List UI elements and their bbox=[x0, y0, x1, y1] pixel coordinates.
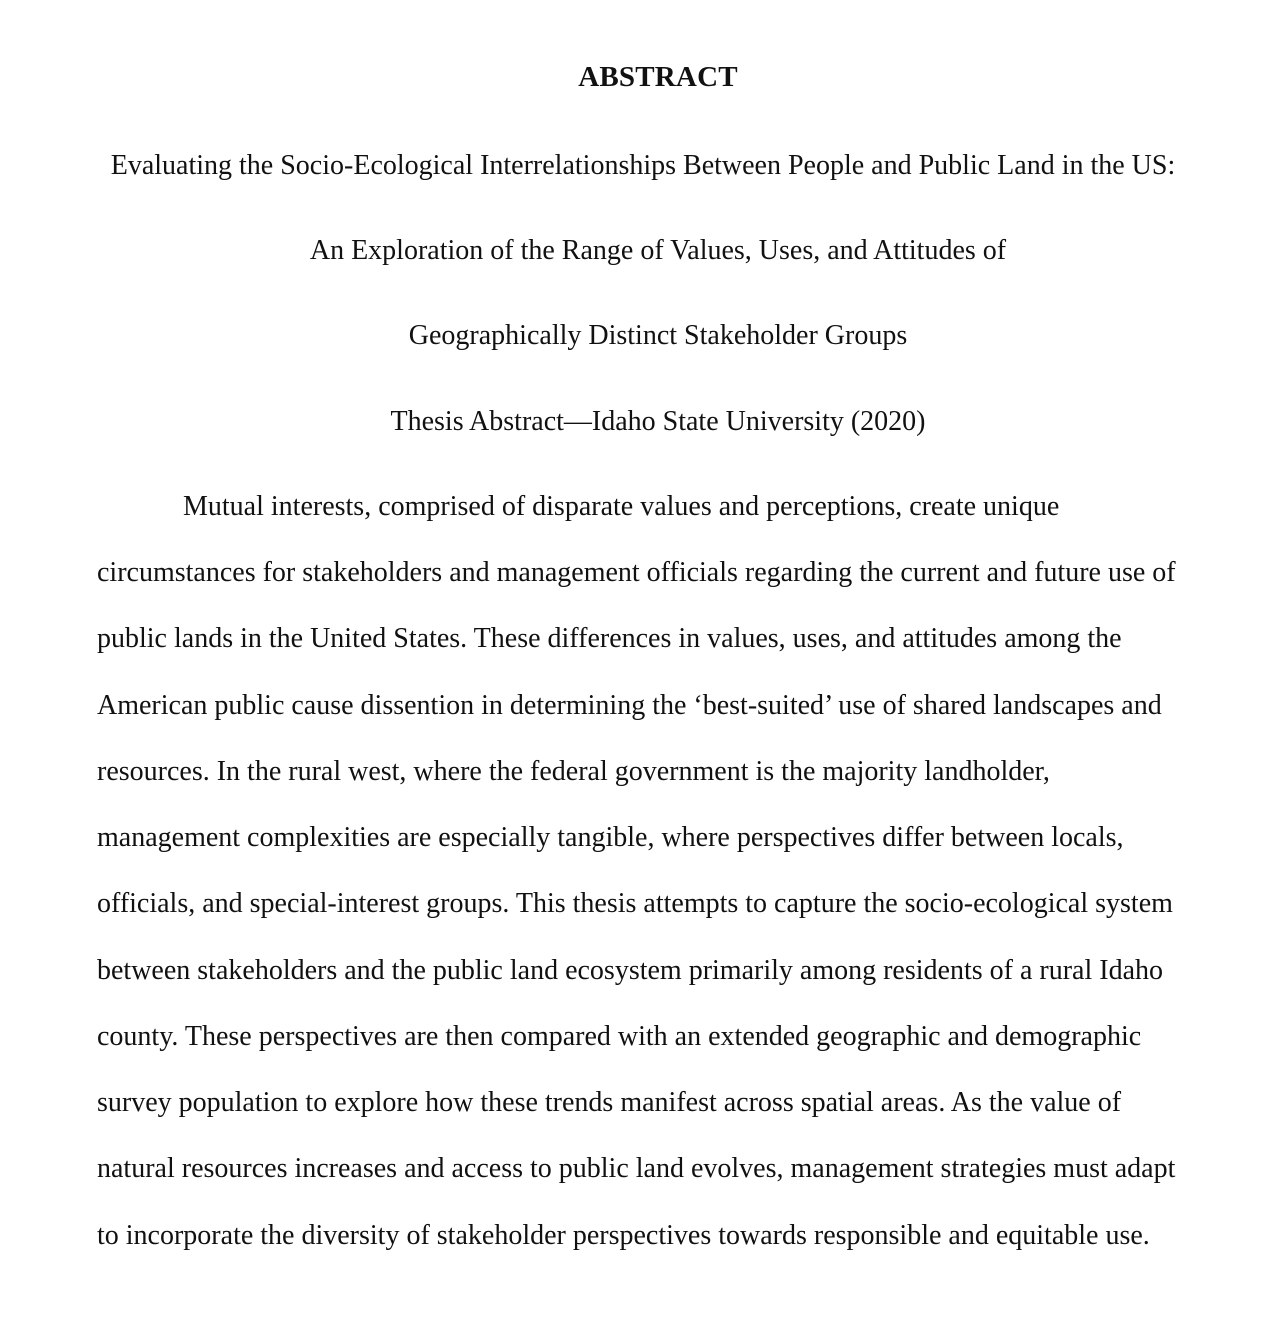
thesis-subtitle: Thesis Abstract—Idaho State University (2020) bbox=[390, 406, 926, 437]
body-line: public lands in the United States. These differences in values, uses, and attitudes among the bbox=[97, 623, 1122, 654]
body-line: Mutual interests, comprised of disparate values and perceptions, create unique bbox=[183, 491, 1060, 522]
body-line: management complexities are especially tangible, where perspectives differ between locals, bbox=[97, 822, 1124, 853]
body-line: American public cause dissention in determining the ‘best-suited’ use of shared landscapes and bbox=[97, 690, 1162, 721]
body-line: between stakeholders and the public land ecosystem primarily among residents of a rural Idaho bbox=[97, 955, 1163, 986]
thesis-title-line-1: Evaluating the Socio-Ecological Interrelationships Between People and Public Land in the US: bbox=[110, 150, 1176, 181]
body-line: resources. In the rural west, where the federal government is the majority landholder, bbox=[97, 756, 1050, 787]
body-line: to incorporate the diversity of stakeholder perspectives towards responsible and equitable use. bbox=[97, 1220, 1150, 1251]
body-line: officials, and special-interest groups. This thesis attempts to capture the socio-ecological system bbox=[97, 888, 1173, 919]
body-line: circumstances for stakeholders and management officials regarding the current and future use of bbox=[97, 557, 1176, 588]
thesis-title-line-2: An Exploration of the Range of Values, Uses, and Attitudes of bbox=[309, 235, 1007, 266]
body-line: natural resources increases and access to public land evolves, management strategies must adapt bbox=[97, 1153, 1176, 1184]
thesis-title-line-3: Geographically Distinct Stakeholder Groups bbox=[408, 320, 908, 351]
body-line: county. These perspectives are then compared with an extended geographic and demographic bbox=[97, 1021, 1142, 1052]
body-line: survey population to explore how these trends manifest across spatial areas. As the value of bbox=[97, 1087, 1122, 1118]
abstract-heading: ABSTRACT bbox=[578, 61, 738, 93]
